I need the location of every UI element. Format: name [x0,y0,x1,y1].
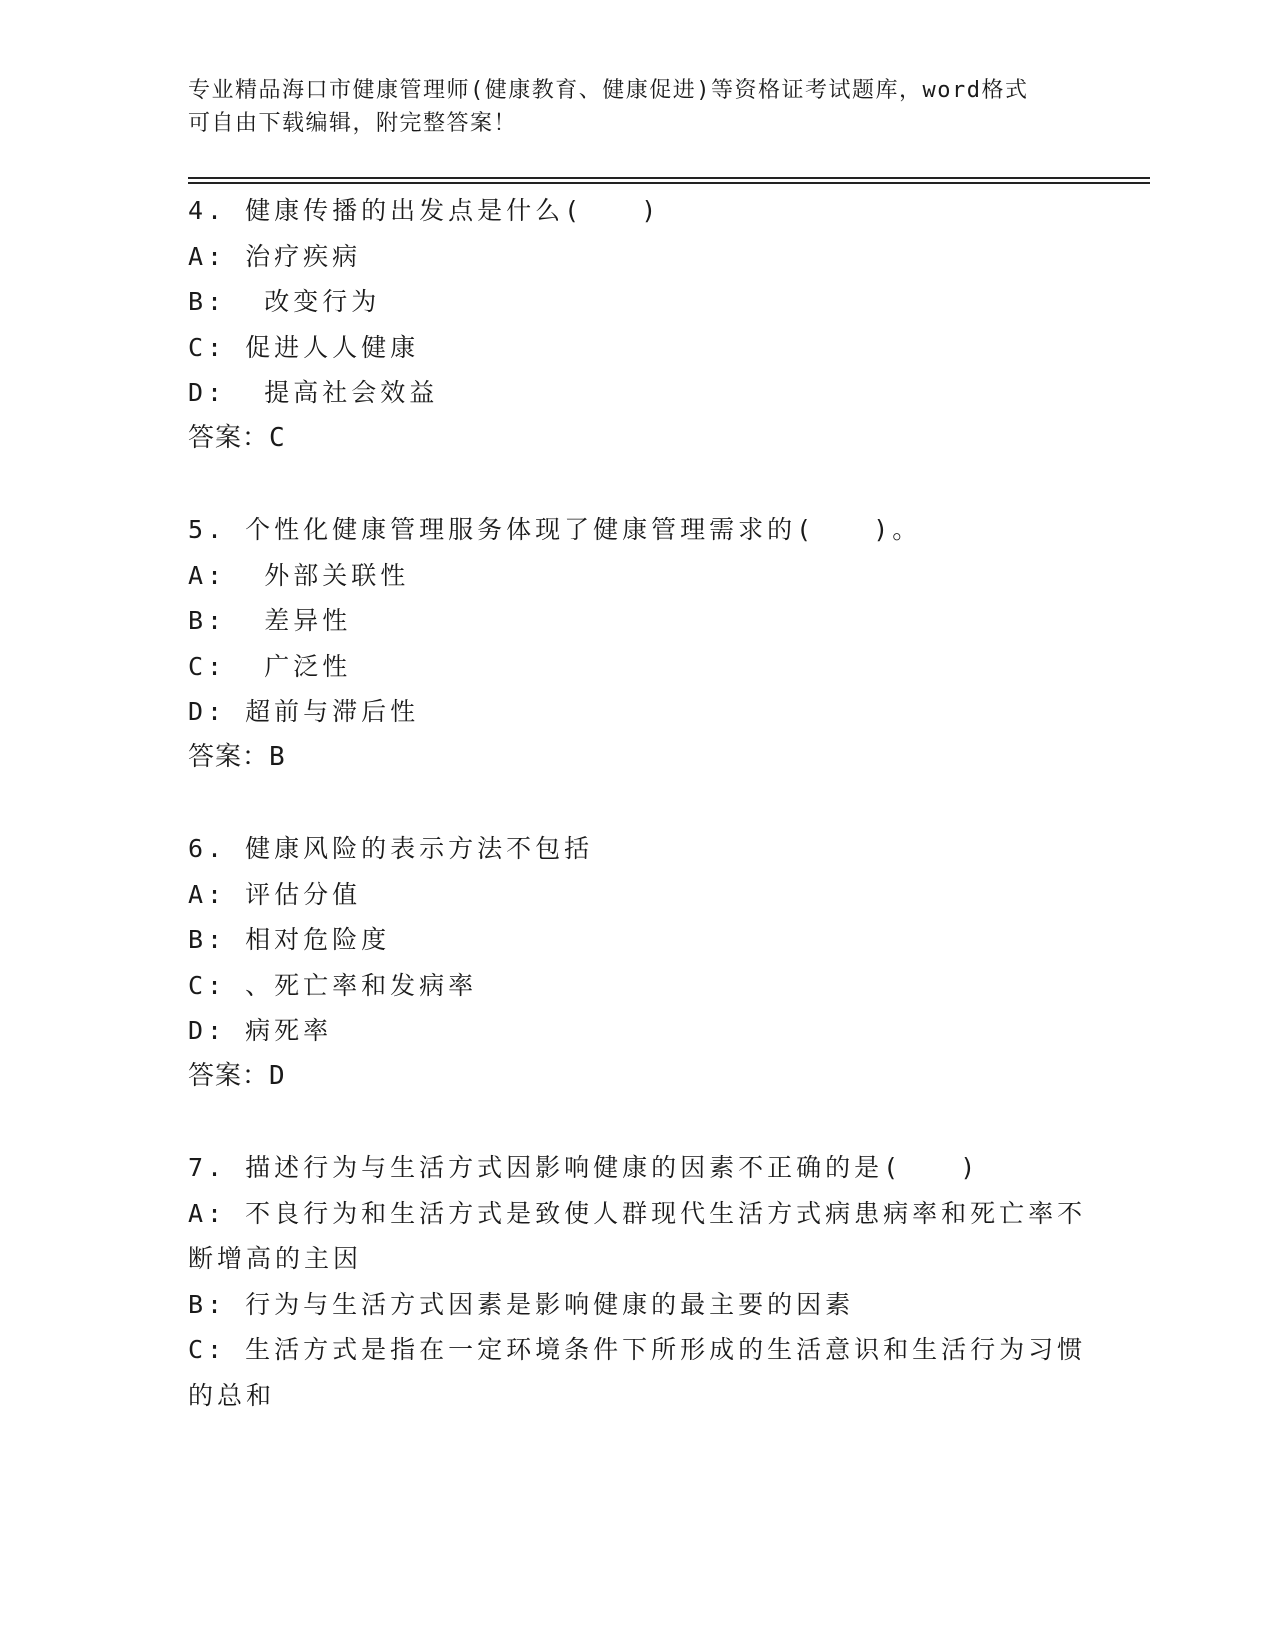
option-c: C: 生活方式是指在一定环境条件下所形成的生活意识和生活行为习惯的总和 [188,1335,1087,1410]
answer-key: 答案：D [188,1060,286,1091]
question-text: 7. 描述行为与生活方式因影响健康的因素不正确的是( ) [188,1153,980,1182]
option-c: C: 促进人人健康 [188,332,420,362]
document-header [188,74,1068,140]
option-b: B: 差异性 [188,606,352,635]
option-a: A: 治疗疾病 [188,241,362,271]
option-b: B: 行为与生活方式因素是影响健康的最主要的因素 [188,1289,855,1319]
answer-key: 答案：C [188,422,286,453]
option-a: A: 不良行为和生活方式是致使人群现代生活方式病患病率和死亡率不断增高的主因 [188,1198,1087,1273]
question-5 [188,507,1088,780]
option-b: B: 相对危险度 [188,925,391,954]
question-4 [188,188,1088,461]
header-divider-bottom [188,182,1150,184]
question-7 [188,1145,1088,1418]
option-b: B: 改变行为 [188,287,381,316]
question-6 [188,826,1088,1099]
option-d: D: 提高社会效益 [188,378,439,407]
header-line-1: 专业精品海口市健康管理师(健康教育、健康促进)等资格证考试题库，word格式 [188,78,1029,103]
option-c: C: 、死亡率和发病率 [188,970,478,1000]
header-divider-top [188,177,1150,179]
question-text: 4. 健康传播的出发点是什么( ) [188,196,661,225]
option-d: D: 病死率 [188,1016,333,1045]
option-d: D: 超前与滞后性 [188,697,420,726]
option-a: A: 外部关联性 [188,560,410,590]
option-c: C: 广泛性 [188,651,352,681]
question-list [188,188,1088,1464]
option-a: A: 评估分值 [188,879,362,909]
question-text: 5. 个性化健康管理服务体现了健康管理需求的( )。 [188,515,922,544]
header-line-2: 可自由下载编辑，附完整答案！ [188,111,518,136]
question-text: 6. 健康风险的表示方法不包括 [188,834,594,863]
answer-key: 答案：B [188,741,286,772]
